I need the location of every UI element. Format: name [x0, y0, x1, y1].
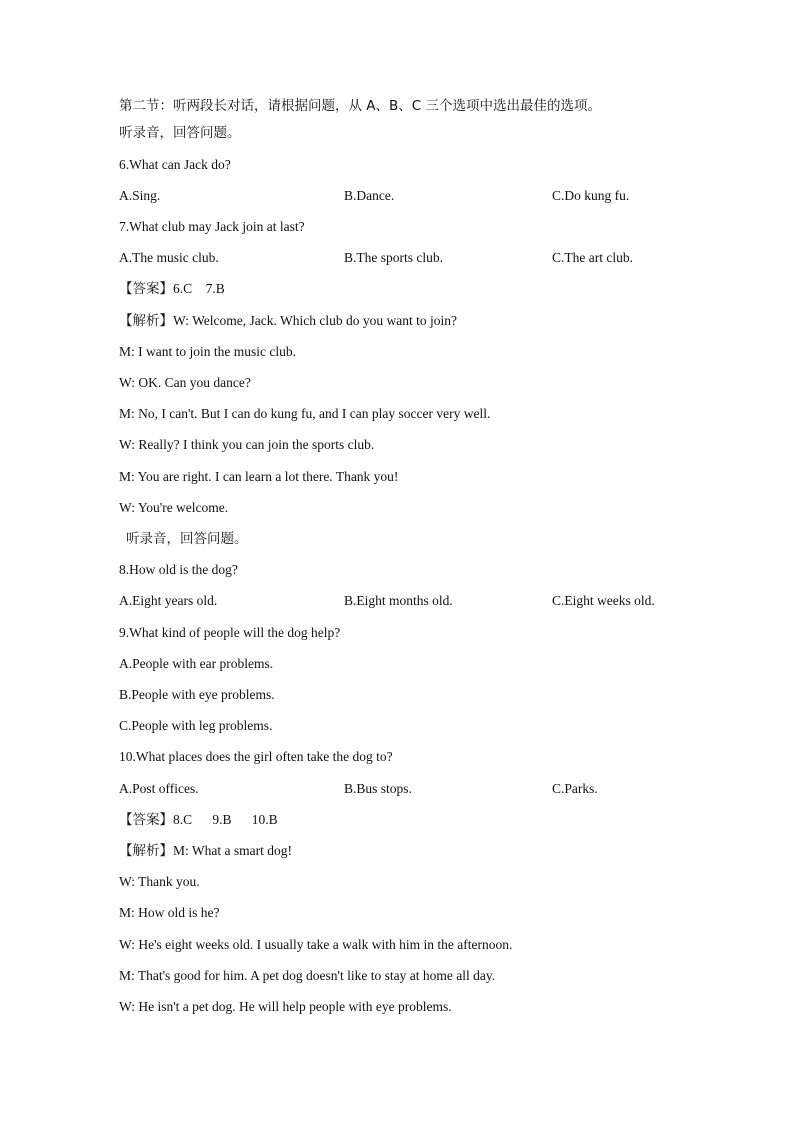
q10-option-a: A.Post offices.	[119, 781, 199, 796]
question-9: 9.What kind of people will the dog help?	[119, 625, 341, 640]
answer-text: 8.C 9.B 10.B	[173, 812, 278, 827]
dialogue-line: M: That's good for him. A pet dog doesn't like to stay at home all day.	[119, 968, 496, 983]
dialogue-line: M: No, I can't. But I can do kung fu, and I can play soccer very well.	[119, 406, 491, 421]
dialogue-line: M: What a smart dog!	[173, 843, 292, 858]
q9-option-b: B.People with eye problems.	[119, 687, 275, 702]
answer-tag: 【答案】	[119, 281, 173, 297]
q9-option-a: A.People with ear problems.	[119, 656, 274, 671]
dialogue-line: W: You're welcome.	[119, 500, 229, 515]
dialogue-line: W: Really? I think you can join the sports club.	[119, 437, 375, 452]
q8-option-b: B.Eight months old.	[344, 593, 453, 608]
dialogue-line: M: I want to join the music club.	[119, 344, 296, 359]
answer-text: 6.C 7.B	[173, 281, 225, 296]
dialogue-line: W: Welcome, Jack. Which club do you want to join?	[173, 313, 457, 328]
dialogue-line: M: How old is he?	[119, 905, 220, 920]
instruction-listen-1: 听录音，回答问题。	[119, 125, 241, 141]
analysis-line	[119, 842, 292, 860]
q6-option-b: B.Dance.	[344, 188, 395, 203]
q9-option-c: C.People with leg problems.	[119, 718, 273, 733]
dialogue-line: W: He isn't a pet dog. He will help people with eye problems.	[119, 999, 452, 1014]
q8-option-a: A.Eight years old.	[119, 593, 218, 608]
q6-option-c: C.Do kung fu.	[552, 188, 630, 203]
analysis-tag: 【解析】	[119, 843, 173, 859]
dialogue-line: W: Thank you.	[119, 874, 200, 889]
answer-block-1	[119, 280, 225, 298]
question-8: 8.How old is the dog?	[119, 562, 238, 577]
section-header: 第二节：听两段长对话，请根据问题，从 A、B、C 三个选项中选出最佳的选项。	[119, 98, 602, 114]
dialogue-line: M: You are right. I can learn a lot there. Thank you!	[119, 469, 399, 484]
q10-option-b: B.Bus stops.	[344, 781, 412, 796]
answer-block-2	[119, 811, 278, 829]
dialogue-line: W: He's eight weeks old. I usually take a walk with him in the afternoon.	[119, 937, 513, 952]
q6-option-a: A.Sing.	[119, 188, 161, 203]
analysis-line	[119, 312, 457, 330]
answer-tag: 【答案】	[119, 812, 173, 828]
q10-option-c: C.Parks.	[552, 781, 598, 796]
question-6: 6.What can Jack do?	[119, 157, 231, 172]
instruction-listen-2: 听录音，回答问题。	[126, 531, 248, 547]
analysis-tag: 【解析】	[119, 313, 173, 329]
question-7: 7.What club may Jack join at last?	[119, 219, 305, 234]
q7-option-c: C.The art club.	[552, 250, 633, 265]
dialogue-line: W: OK. Can you dance?	[119, 375, 251, 390]
q8-option-c: C.Eight weeks old.	[552, 593, 655, 608]
q7-option-a: A.The music club.	[119, 250, 219, 265]
q7-option-b: B.The sports club.	[344, 250, 443, 265]
question-10: 10.What places does the girl often take the dog to?	[119, 749, 393, 764]
